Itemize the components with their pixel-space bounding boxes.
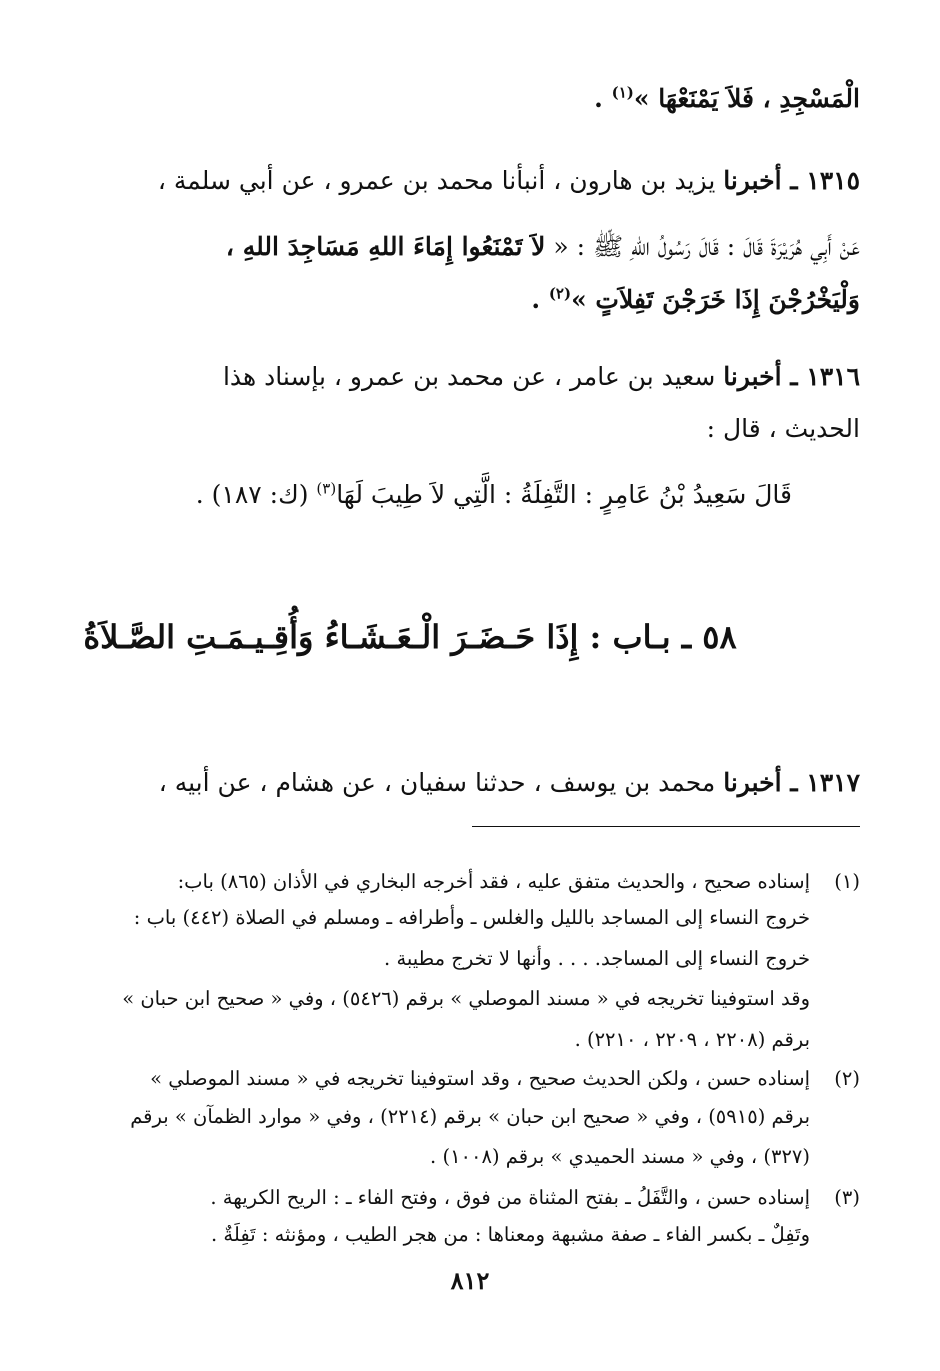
hadith-1315-line-2 [80, 230, 860, 264]
hadith-matn: لاَ تَمْنَعُوا إِمَاءَ اللهِ مَسَاجِدَ اللهِ ، [225, 232, 546, 261]
footnote-mark-2: (٢) [834, 1067, 860, 1090]
footnote-1-line-3: خروج النساء إلى المساجد. . . . وأنها لا تخرج مطيبة . [384, 947, 810, 970]
hadith-1315-line-1 [158, 164, 860, 198]
footnote-2-line-1: إسناده حسن ، ولكن الحديث صحيح ، وقد استوفينا تخريجه في « مسند الموصلي » [150, 1067, 810, 1090]
reference: (ك: ١٨٧) . [195, 480, 317, 509]
hadith-matn: وَلْيَخْرُجْنَ إِذَا خَرَجْنَ تَفِلاَتٍ » [571, 285, 860, 314]
footnote-ref-3: (٣) [316, 479, 337, 498]
hadith-number: ١٣١٥ ـ أخبرنا [723, 166, 860, 195]
explanation-text: قَالَ سَعِيدُ بْنُ عَامِرٍ : التَّفِلَةُ : الَّتِي لاَ طِيبَ لَهَا [336, 480, 792, 509]
page-number: ٨١٢ [450, 1266, 490, 1295]
isnad-text: سعيد بن عامر ، عن محمد بن عمرو ، بإسناد هذا [222, 362, 724, 391]
footnote-mark-1: (١) [834, 870, 860, 893]
footnote-3-line-1: إسناده حسن ، والتَّفَلُ ـ بفتح المثناة من فوق ، وفتح الفاء ـ : الريح الكريهة . [210, 1186, 810, 1209]
punct: . [594, 84, 612, 113]
footnote-1-line-2: خروج النساء إلى المساجد بالليل والغلس ـ وأطرافه ـ ومسلم في الصلاة (٤٤٢) باب : [133, 906, 810, 929]
footnote-2-line-3: (٣٢٧) ، وفي « مسند الحميدي » برقم (١٠٠٨) . [430, 1145, 810, 1168]
hadith-1316-line-3 [196, 478, 792, 512]
punct: . [531, 285, 549, 314]
footnote-1-line-4: وقد استوفينا تخريجه في « مسند الموصلي » برقم (٥٤٢٦) ، وفي « صحيح ابن حبان » [122, 987, 810, 1010]
hadith-1316-line-1 [223, 360, 860, 394]
footnote-ref-2: (٢) [548, 284, 572, 303]
footnote-2-line-2: برقم (٥٩١٥) ، وفي « صحيح ابن حبان » برقم (٢٢١٤) ، وفي « موارد الظمآن » برقم [130, 1105, 810, 1128]
hadith-1315-line-3 [531, 283, 860, 317]
footnote-mark-3: (٣) [834, 1186, 860, 1209]
hadith-1316-line-2 [707, 412, 860, 446]
footnote-ref-1: (١) [611, 83, 634, 102]
isnad-text: الحديث ، قال : [706, 414, 860, 443]
hadith-number: ١٣١٦ ـ أخبرنا [723, 362, 860, 391]
footnote-1-line-5: برقم (٢٢٠٨ ، ٢٢٠٩ ، ٢٢١٠) . [574, 1028, 810, 1051]
isnad-text: محمد بن يوسف ، حدثنا سفيان ، عن هشام ، عن أبيه ، [158, 768, 724, 797]
footnote-separator [472, 826, 860, 827]
isnad-text: يزيد بن هارون ، أنبأنا محمد بن عمرو ، عن أبي سلمة ، [157, 166, 724, 195]
hadith-1317-line-1 [159, 766, 860, 800]
hadith-text: الْمَسْجِدِ ، فَلاَ يَمْنَعْهَا » [633, 84, 860, 113]
continuation-line [594, 82, 860, 116]
narration-intro: عَنْ أَبِي هُرَيْرَةَ قَالَ : قَالَ رَسُولُ اللهِ ﷺ : « [545, 232, 860, 261]
hadith-number: ١٣١٧ ـ أخبرنا [723, 768, 860, 797]
chapter-heading: ٥٨ ـ بـاب : إِذَا حَـضَـرَ الْـعَـشَـاءُ وَأُقِـيـمَـتِ الصَّـلاَةُ [83, 618, 737, 656]
footnote-1-line-1: إسناده صحيح ، والحديث متفق عليه ، فقد أخرجه البخاري في الأذان (٨٦٥) باب: [177, 870, 810, 893]
footnote-3-line-2: وتَفِلٌ ـ بكسر الفاء ـ صفة مشبهة ومعناها : من هجر الطيب ، ومؤنثه : تَفِلَةٌ . [211, 1223, 810, 1246]
